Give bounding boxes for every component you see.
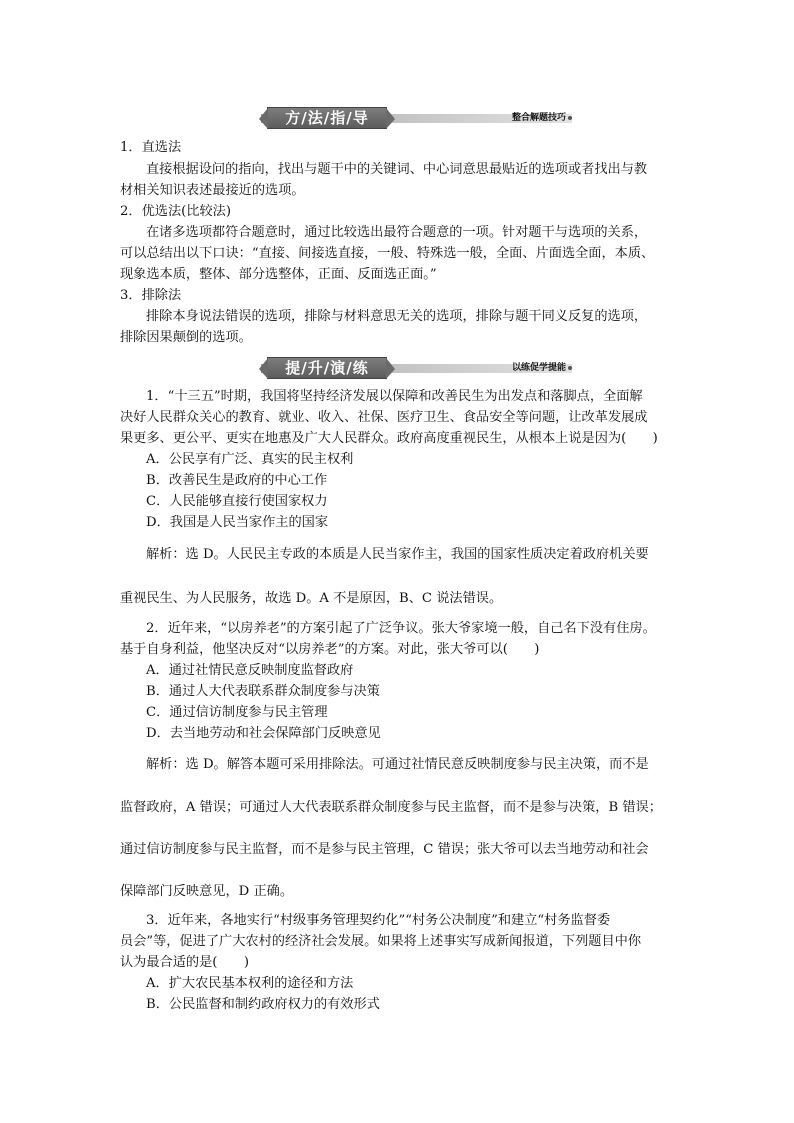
- banner-tag: 以练促学提能: [511, 363, 566, 373]
- paragraph: 现象选本质，整体、部分选整体，正面、反面选正面。”: [120, 267, 437, 282]
- question-3-stem: 认为最合适的是( ): [120, 955, 249, 970]
- option-a: A．公民享有广泛、真实的民主权利: [146, 452, 354, 467]
- paragraph: 排除因果颠倒的选项。: [120, 330, 252, 345]
- question-1-stem: 1．“十三五”时期，我国将坚持经济发展以保障和改善民生为出发点和落脚点，全面解: [146, 389, 643, 404]
- question-3-stem: 员会”等，促进了广大农村的经济社会发展。如果将上述事实写成新闻报道，下列题目中你: [120, 934, 642, 949]
- question-1-stem: 决好人民群众关心的教育、就业、收入、社保、医疗卫生、食品安全等问题，让改革发展成: [120, 410, 648, 425]
- paragraph: 可以总结出以下口诀：“直接、间接选直接，一般、特殊选一般，全面、片面选全面，本质、: [120, 246, 655, 261]
- paragraph: 在诸多选项都符合题意时，通过比较选出最符合题意的一项。针对题干与选项的关系，: [146, 225, 648, 240]
- option-c: C．人民能够直接行使国家权力: [146, 494, 328, 509]
- question-3-stem: 3．近年来，各地实行“村级事务管理契约化”“村务公决制度”和建立“村务监督委: [146, 913, 611, 928]
- explanation: 解析：选 D。解答本题可采用排除法。可通过社情民意反映制度参与民主决策，而不是: [146, 757, 649, 772]
- banner-title: 方/法/指/导: [285, 109, 369, 127]
- explanation: 重视民生、为人民服务，故选 D。A 不是原因，B、C 说法错误。: [120, 591, 503, 606]
- paragraph: 直接根据设问的指向，找出与题干中的关键词、中心词意思最贴近的选项或者找出与教: [146, 162, 648, 177]
- heading-compare: 2．优选法(比较法): [120, 204, 231, 219]
- banner-dot-icon: [568, 366, 572, 370]
- option-d: D．去当地劳动和社会保障部门反映意见: [146, 726, 381, 741]
- option-b: B．通过人大代表联系群众制度参与决策: [146, 684, 380, 699]
- section-banner-practice: [257, 357, 572, 379]
- paragraph: 排除本身说法错误的选项，排除与材料意思无关的选项，排除与题干同义反复的选项，: [146, 309, 648, 324]
- option-c: C．通过信访制度参与民主管理: [146, 705, 328, 720]
- explanation: 保障部门反映意见，D 正确。: [120, 884, 294, 899]
- explanation: 监督政府，A 错误；可通过人大代表联系群众制度参与民主监督，而不是参与决策，B 错误；: [120, 800, 662, 815]
- explanation: 解析：选 D。人民民主专政的本质是人民当家作主，我国的国家性质决定着政府机关要: [146, 547, 649, 562]
- banner-dot-icon: [568, 116, 572, 120]
- banner-tag: 整合解题技巧: [511, 113, 566, 123]
- explanation: 通过信访制度参与民主监督，而不是参与民主管理，C 错误；张大爷可以去当地劳动和社会: [120, 842, 649, 857]
- section-banner-method: [257, 107, 572, 129]
- heading-exclude: 3．排除法: [120, 288, 182, 303]
- option-a: A．通过社情民意反映制度监督政府: [146, 663, 354, 678]
- question-2-stem: 2．近年来，“以房养老”的方案引起了广泛争议。张大爷家境一般，自己名下没有住房。: [146, 621, 656, 636]
- question-2-stem: 基于自身利益，他坚决反对“以房养老”的方案。对此，张大爷可以( ): [120, 642, 540, 657]
- option-b: B．公民监督和制约政府权力的有效形式: [146, 997, 380, 1012]
- option-d: D．我国是人民当家作主的国家: [146, 515, 329, 530]
- question-1-stem: 果更多、更公平、更实在地惠及广大人民群众。政府高度重视民生，从根本上说是因为( ): [120, 431, 658, 446]
- option-a: A．扩大农民基本权利的途径和方法: [146, 976, 354, 991]
- heading-direct: 1．直选法: [120, 140, 182, 155]
- banner-title: 提/升/演/练: [285, 359, 369, 377]
- paragraph: 材相关知识表述最接近的选项。: [120, 183, 305, 198]
- option-b: B．改善民生是政府的中心工作: [146, 473, 328, 488]
